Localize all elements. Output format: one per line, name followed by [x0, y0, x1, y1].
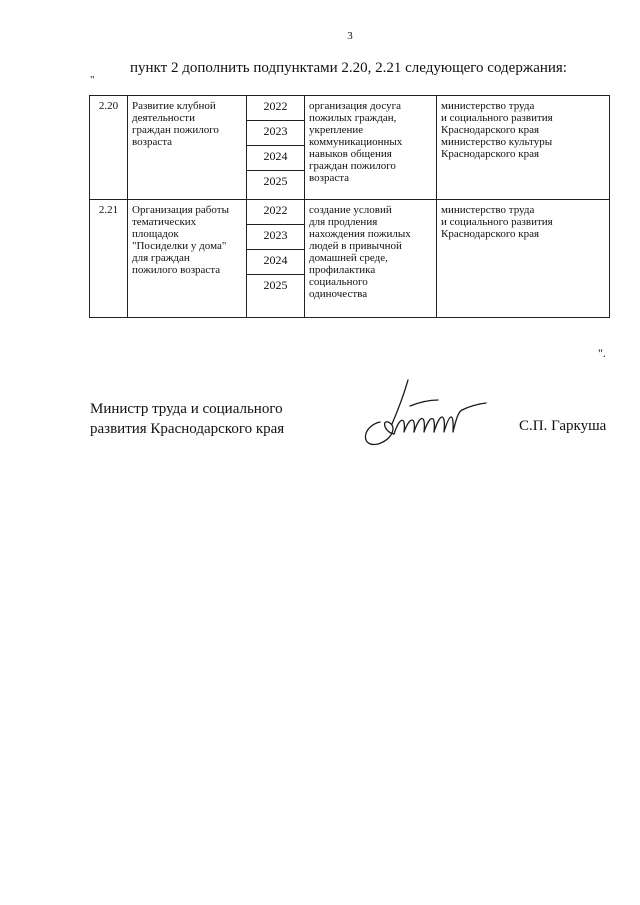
signature-image [358, 376, 493, 456]
activity-name: Организация работы тематических площадок "Посиделки у дома" для граждан пожилого возраста [128, 200, 247, 318]
year-cell: 2025 [247, 171, 305, 200]
year-cell: 2024 [247, 146, 305, 171]
year-cell: 2023 [247, 121, 305, 146]
row-number: 2.20 [90, 96, 128, 200]
responsible-executor: министерство труда и социального развития Краснодарского края [437, 200, 610, 318]
intro-text: пункт 2 дополнить подпунктами 2.20, 2.21 следующего содержания: [130, 60, 567, 76]
expected-result: организация досуга пожилых граждан, укрепление коммуникационных навыков общения граждан пожилого возраста [305, 96, 437, 200]
closing-quote: ". [598, 346, 606, 360]
activities-table [89, 95, 610, 318]
row-number: 2.21 [90, 200, 128, 318]
page-number: 3 [347, 30, 353, 42]
table-row [90, 96, 610, 121]
responsible-executor: министерство труда и социального развития Краснодарского края министерство культуры Краснодарского края [437, 96, 610, 200]
year-cell: 2022 [247, 96, 305, 121]
table-row [90, 200, 610, 225]
activity-name: Развитие клубной деятельности граждан пожилого возраста [128, 96, 247, 200]
minister-title: Министр труда и социального развития Краснодарского края [90, 401, 285, 437]
year-cell: 2023 [247, 225, 305, 250]
year-cell: 2022 [247, 200, 305, 225]
year-cell: 2025 [247, 275, 305, 318]
signer-name: С.П. Гаркуша [519, 418, 607, 434]
opening-quote: " [90, 74, 95, 86]
expected-result: создание условий для продления нахождения пожилых людей в привычной домашней среде, профилактика социального одиночества [305, 200, 437, 318]
year-cell: 2024 [247, 250, 305, 275]
